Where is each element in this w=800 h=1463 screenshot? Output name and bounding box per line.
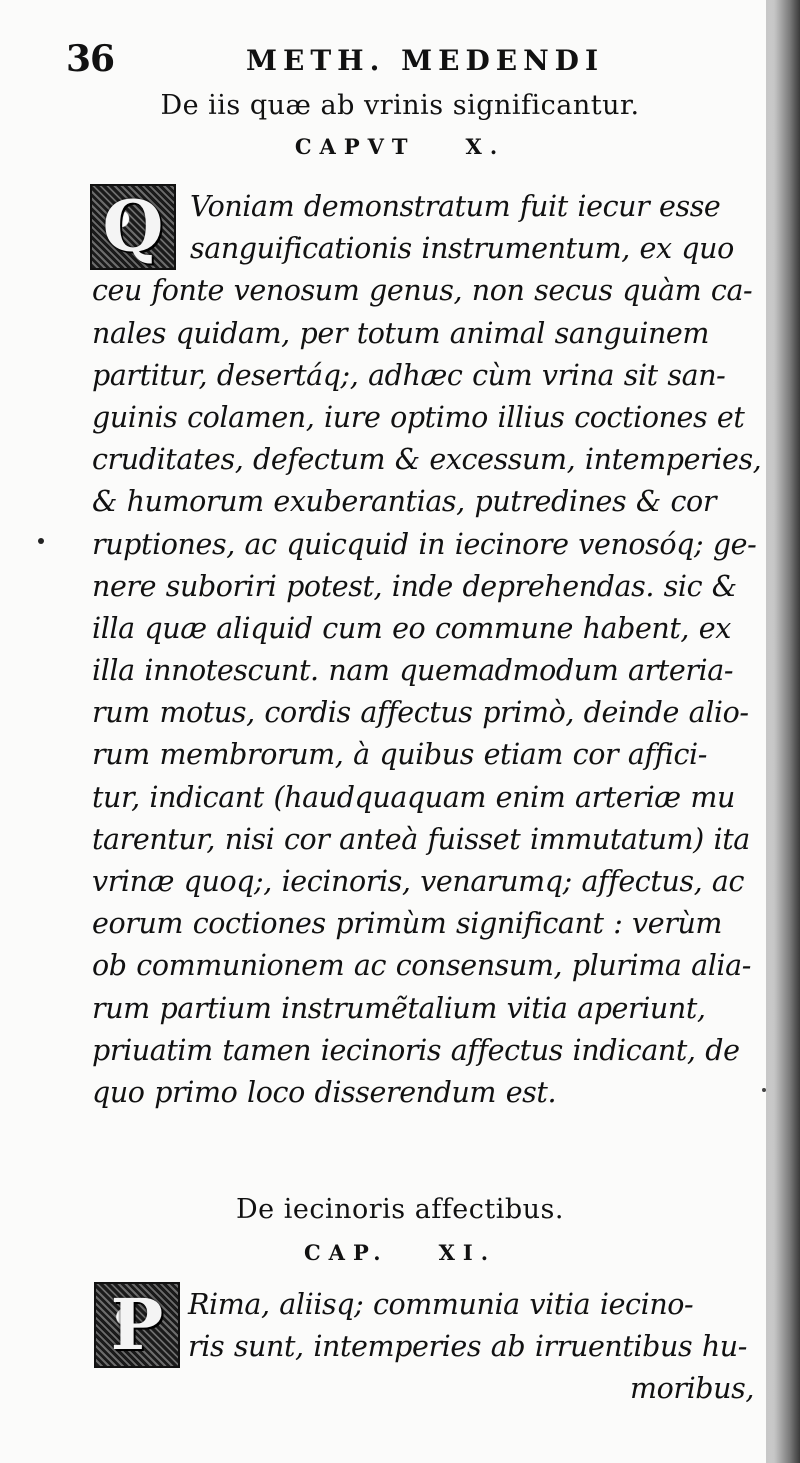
chapter-x-caput-number: X. (465, 134, 506, 159)
text-line: vrinæ quoq;, iecinoris, venarumq; affectus, ac (92, 865, 745, 898)
chapter-xi-caput-number: XI. (438, 1240, 497, 1265)
text-line: ris sunt, intemperies ab irruentibus hu- (188, 1330, 747, 1364)
text-line: Rima, aliisq; communia vitia iecino- (188, 1288, 694, 1321)
text-line: Voniam demonstratum fuit iecur esse (190, 190, 721, 223)
chapter-xi-heading (0, 1240, 800, 1265)
text-line: nales quidam, per totum animal sanguinem (92, 316, 709, 350)
text-line: ruptiones, ac quicquid in iecinore venosóq; ge- (92, 527, 757, 561)
dropcap-p-letter: P (110, 1283, 164, 1366)
chapter-xi-body (92, 1284, 764, 1411)
ink-speck (38, 538, 44, 544)
chapter-xi-title: De iecinoris affectibus. (236, 1194, 564, 1225)
page-number: 36 (66, 38, 115, 80)
text-line: illa innotescunt. nam quemadmodum arteria- (92, 654, 734, 688)
running-head: METH. MEDENDI (246, 44, 605, 77)
text-line: illa quæ aliquid cum eo commune habent, ex (92, 611, 731, 645)
text-line: & humorum exuberantias, putredines & cor (92, 485, 717, 519)
text-line: eorum coctiones primùm significant : verùm (92, 907, 723, 941)
chapter-x-body (92, 186, 764, 1114)
chapter-x-title: De iis quæ ab vrinis significantur. (160, 90, 640, 121)
text-line: rum membrorum, à quibus etiam cor affici- (92, 738, 707, 772)
ink-speck (762, 1088, 766, 1092)
text-line: sanguificationis instrumentum, ex quo (190, 232, 734, 266)
chapter-xi-caput-word: CAP. (303, 1240, 389, 1265)
dropcap-q-letter: Q (102, 185, 164, 268)
text-line: ceu fonte venosum genus, non secus quàm ca- (92, 274, 753, 308)
chapter-x-heading (0, 134, 800, 159)
text-line: nere suboriri potest, inde deprehendas. sic & (92, 569, 737, 603)
text-line: guinis colamen, iure optimo illius coctiones et (92, 400, 745, 434)
text-line: moribus, (629, 1372, 754, 1406)
text-line: priuatim tamen iecinoris affectus indicant, de (92, 1033, 740, 1067)
text-line: rum motus, cordis affectus primò, deinde alio- (92, 696, 749, 730)
text-line: tur, indicant (haudquaquam enim arteriæ mu (92, 780, 735, 814)
text-line: rum partium instrumẽtalium vitia aperiunt, (92, 991, 706, 1025)
page-header (66, 38, 766, 88)
text-line: quo primo loco disserendum est. (92, 1075, 557, 1109)
text-line: cruditates, defectum & excessum, intemperies, (92, 443, 762, 477)
text-line: tarentur, nisi cor anteà fuisset immutatum) ita (92, 822, 750, 856)
text-line: partitur, desertáq;, adhæc cùm vrina sit san- (92, 358, 726, 392)
text-line: ob communionem ac consensum, plurima alia- (92, 949, 751, 983)
chapter-x-caput-word: CAPVT (294, 134, 416, 159)
